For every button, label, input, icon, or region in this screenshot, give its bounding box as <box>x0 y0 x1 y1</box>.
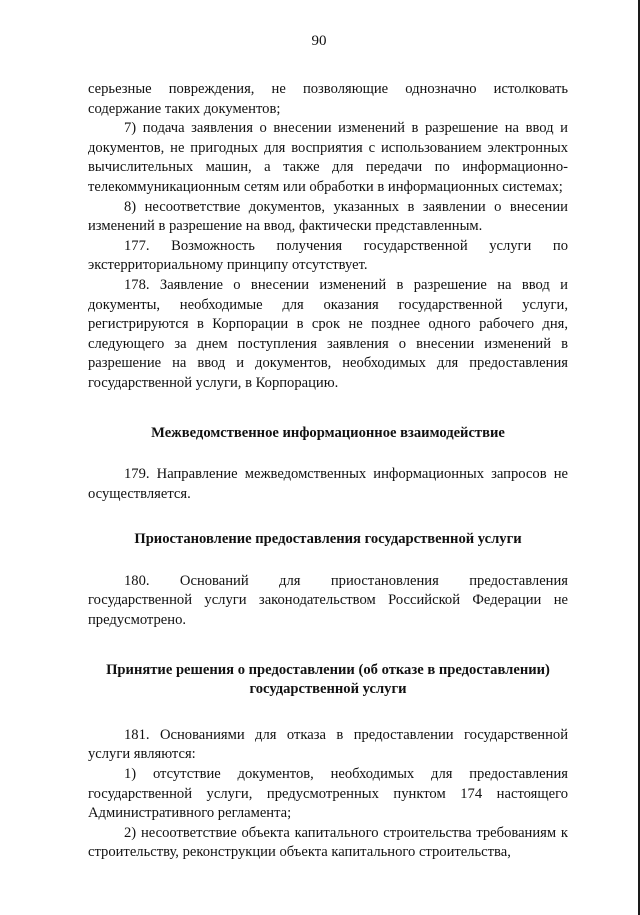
paragraph-item-1: 1) отсутствие документов, необходимых для предоставления государственной услуги, предусмотренных пунктом 174 настоящего Административного регламента; <box>88 766 568 822</box>
paragraph-181: 181. Основаниями для отказа в предоставлении государственной услуги являются: <box>88 726 568 763</box>
section-heading-suspension: Приостановление предоставления государственной услуги <box>134 531 522 548</box>
section-heading-decision-line1: Принятие решения о предоставлении (об отказе в предоставлении) <box>106 661 550 678</box>
paragraph-continuation: серьезные повреждения, не позволяющие однозначно истолковать содержание таких документов; <box>88 81 568 117</box>
paragraph-177: 177. Возможность получения государственной услуги по экстерриториальному принципу отсутствует. <box>88 237 568 274</box>
paragraph-item-7: 7) подача заявления о внесении изменений в разрешение на ввод и документов, не пригодных для восприятия с использованием электронных вычислительных машин, а также для передачи по информационно-телекоммуникационным сетям или обработки в информационных системах; <box>88 120 568 195</box>
paragraph-180: 180. Оснований для приостановления предоставления государственной услуги законодательством Российской Федерации не предусмотрено. <box>88 572 568 629</box>
paragraph-178: 178. Заявление о внесении изменений в разрешение на ввод и документы, необходимые для оказания государственной услуги, регистрируются в Корпорации в срок не позднее одного рабочего дня, следующего за днем поступления заявления о внесении изменений в разрешение на ввод и документов, необходимых для предоставления государственной услуги, в Корпорацию. <box>88 276 568 391</box>
paragraph-179: 179. Направление межведомственных информационных запросов не осуществляется. <box>88 466 568 502</box>
paragraph-item-8: 8) несоответствие документов, указанных в заявлении о внесении изменений в разрешение на ввод, фактически представленным. <box>88 198 568 235</box>
section-heading-decision-line2: государственной услуги <box>249 681 407 698</box>
paragraph-item-2: 2) несоответствие объекта капитального строительства требованиям к строительству, реконструкции объекта капитального строительства, <box>88 824 568 861</box>
section-heading-decision <box>88 661 568 700</box>
page-number: 90 <box>311 33 327 49</box>
document-body <box>88 80 568 863</box>
section-heading-interagency: Межведомственное информационное взаимодействие <box>151 424 505 441</box>
